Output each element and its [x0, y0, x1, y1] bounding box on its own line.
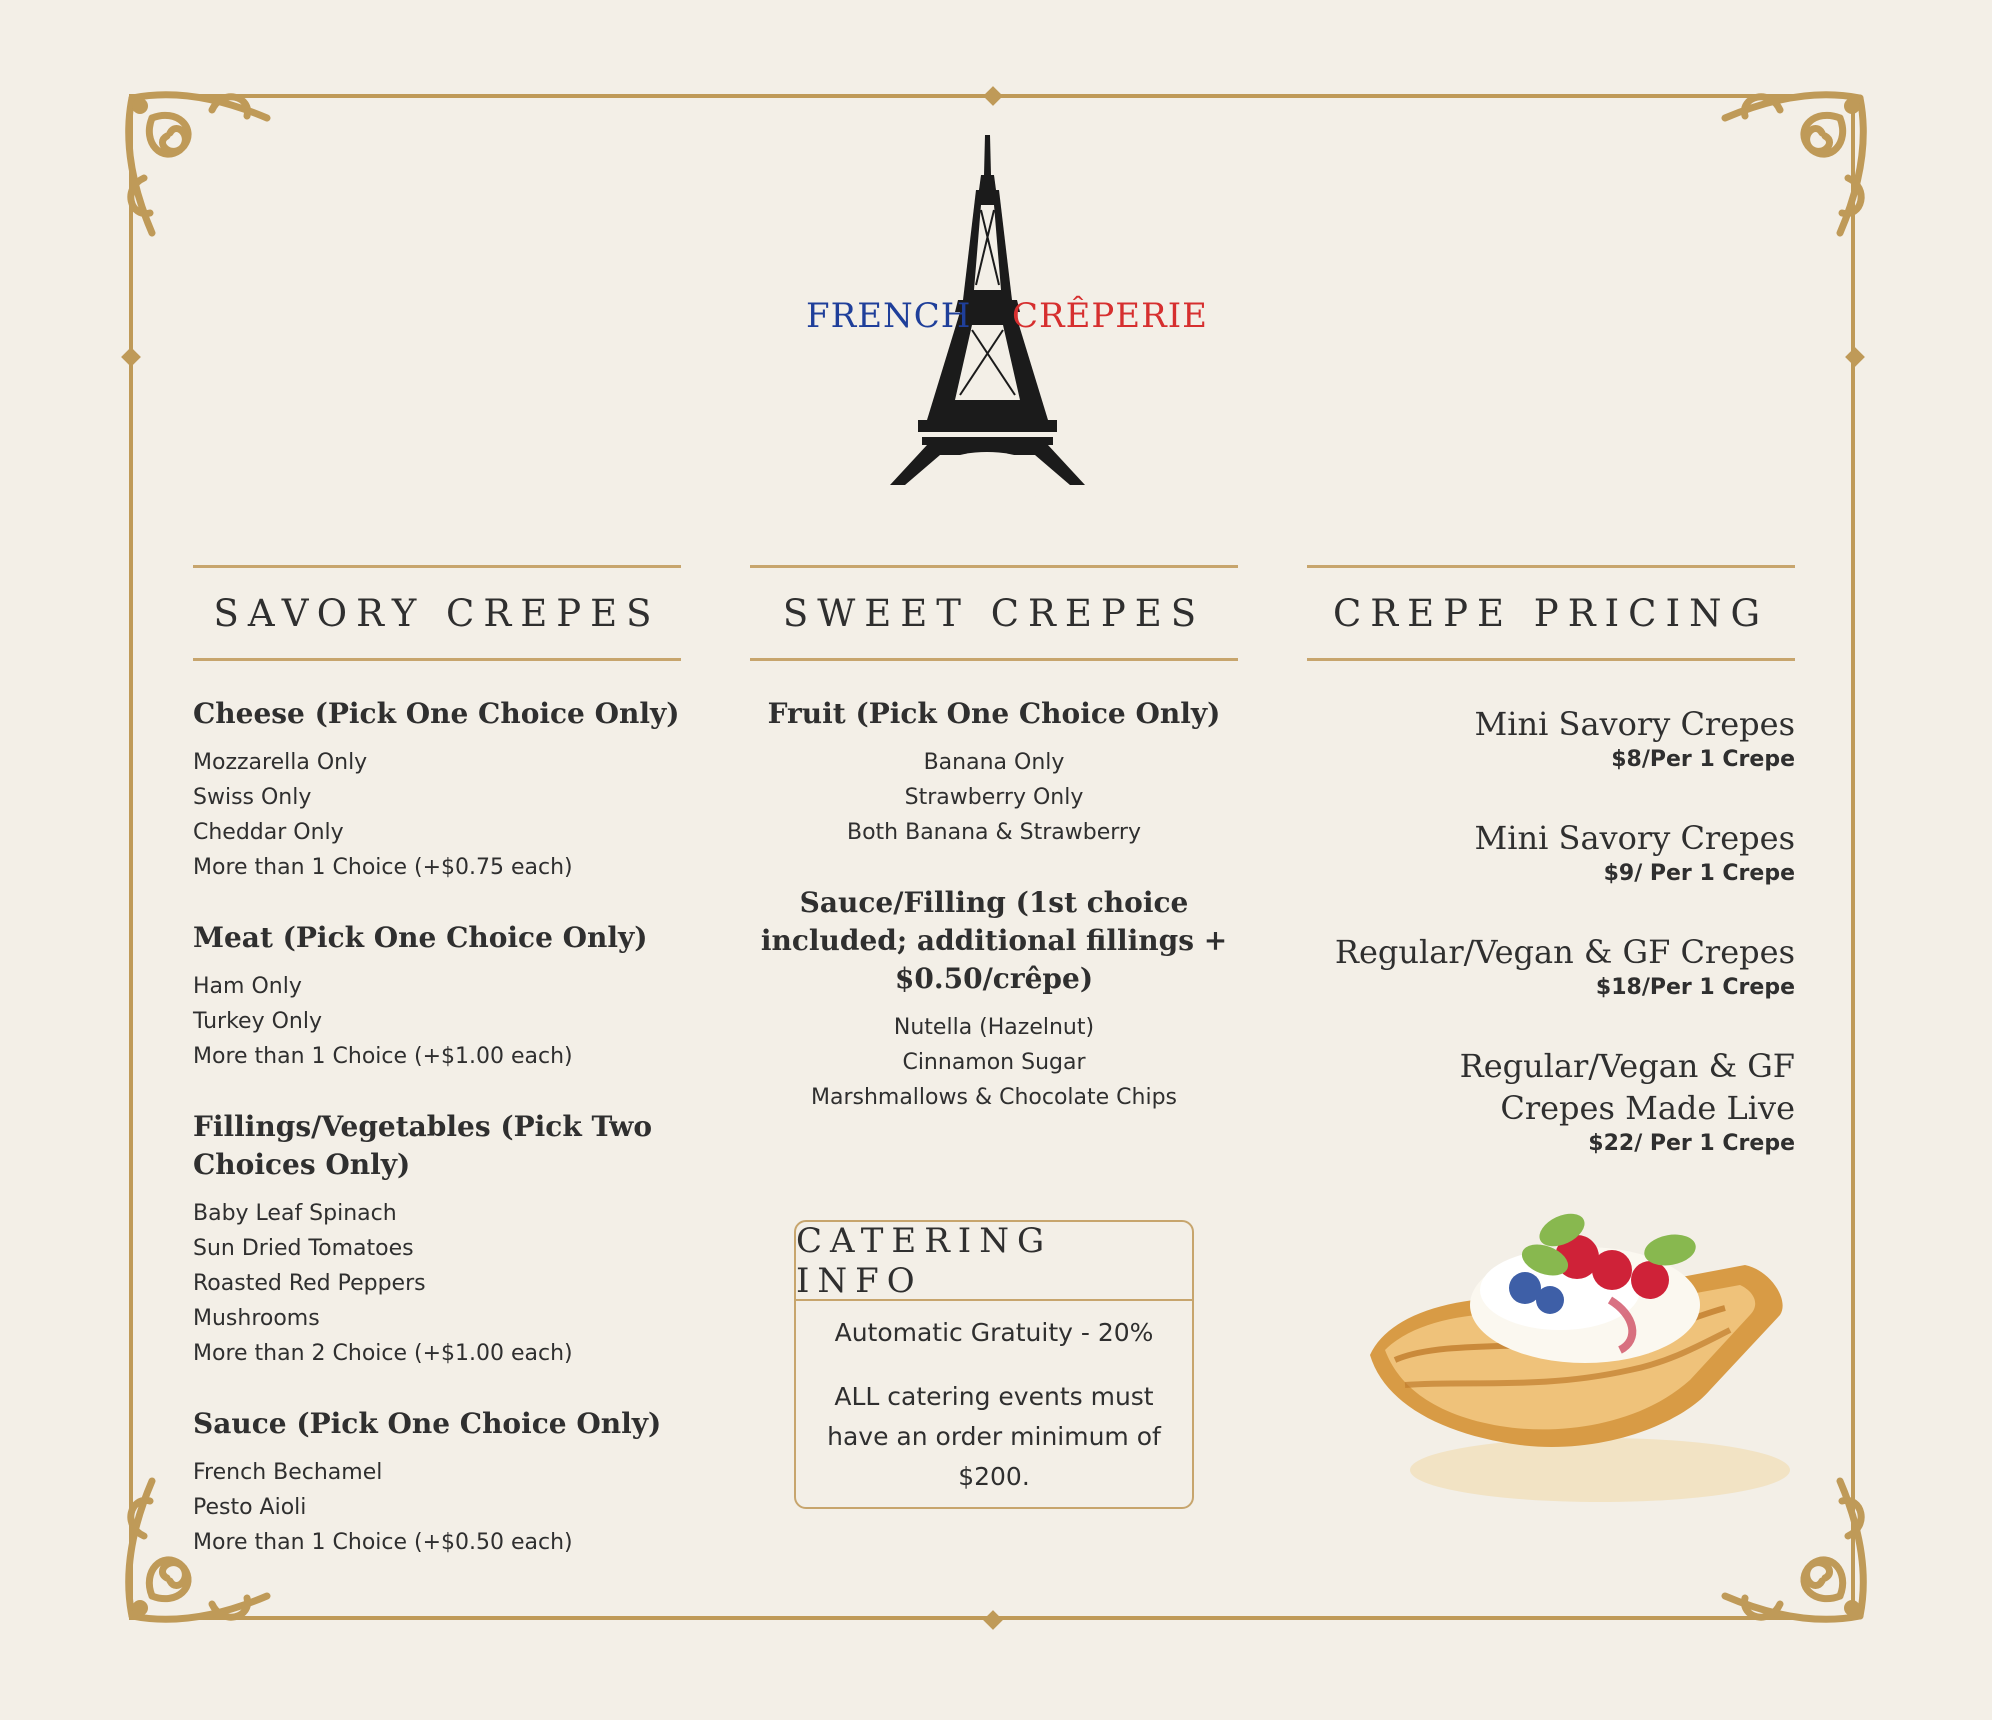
price-item-price: $18/Per 1 Crepe	[1595, 975, 1795, 1000]
list-item: Turkey Only	[193, 1009, 322, 1034]
cheese-group	[193, 695, 681, 885]
catering-minimum: ALL catering events must have an order minimum of $200.	[827, 1382, 1161, 1491]
pricing-heading: CREPE PRICING	[1307, 565, 1795, 661]
list-item: Banana Only	[923, 750, 1065, 775]
crepe-illustration-icon	[1350, 1190, 1820, 1520]
ornament-corner-icon	[122, 88, 282, 248]
list-item: More than 1 Choice (+$0.75 each)	[193, 855, 573, 880]
price-item	[1307, 817, 1795, 889]
list-item: More than 1 Choice (+$0.50 each)	[193, 1530, 573, 1555]
group-title: Fillings/Vegetables (Pick Two Choices Only)	[193, 1110, 653, 1181]
sweet-heading: SWEET CREPES	[750, 565, 1238, 661]
list-item: French Bechamel	[193, 1460, 383, 1485]
group-title: Cheese (Pick One Choice Only)	[193, 697, 680, 730]
catering-gratuity: Automatic Gratuity - 20%	[834, 1318, 1154, 1347]
sauce-filling-group	[750, 884, 1238, 1115]
list-item: Mushrooms	[193, 1306, 320, 1331]
list-item: Both Banana & Strawberry	[846, 820, 1141, 845]
brand-name-right: CRÊPERIE	[1012, 296, 1208, 336]
list-item: Pesto Aioli	[193, 1495, 307, 1520]
list-item: Marshmallows & Chocolate Chips	[810, 1085, 1178, 1110]
list-item: Cheddar Only	[193, 820, 344, 845]
price-item-name: Regular/Vegan & GF Crepes	[1334, 933, 1795, 971]
price-item-price: $8/Per 1 Crepe	[1611, 747, 1795, 772]
group-title: Sauce (Pick One Choice Only)	[193, 1407, 662, 1440]
list-item: Roasted Red Peppers	[193, 1271, 426, 1296]
list-item: Nutella (Hazelnut)	[893, 1015, 1095, 1040]
ornament-corner-icon	[1710, 88, 1870, 248]
price-item-name: Mini Savory Crepes	[1474, 705, 1795, 743]
list-item: Cinnamon Sugar	[902, 1050, 1086, 1075]
list-item: More than 1 Choice (+$1.00 each)	[193, 1044, 573, 1069]
list-item: Sun Dried Tomatoes	[193, 1236, 414, 1261]
crepe-pricing-section	[1307, 565, 1795, 1159]
list-item: Ham Only	[193, 974, 302, 999]
group-title: Meat (Pick One Choice Only)	[193, 921, 648, 954]
list-item: More than 2 Choice (+$1.00 each)	[193, 1341, 573, 1366]
catering-info-box	[794, 1220, 1194, 1509]
price-item	[1307, 703, 1795, 775]
list-item: Strawberry Only	[904, 785, 1084, 810]
price-item-name: Regular/Vegan & GF Crepes Made Live	[1459, 1047, 1795, 1127]
list-item: Baby Leaf Spinach	[193, 1201, 397, 1226]
group-title: Sauce/Filling (1st choice included; additional fillings + $0.50/crêpe)	[760, 886, 1228, 995]
price-item-price: $22/ Per 1 Crepe	[1588, 1131, 1795, 1156]
group-title: Fruit (Pick One Choice Only)	[767, 697, 1221, 730]
price-item	[1307, 1045, 1795, 1159]
price-item-name: Mini Savory Crepes	[1474, 819, 1795, 857]
catering-heading: CATERING INFO	[796, 1222, 1192, 1301]
sauce-group	[193, 1405, 681, 1560]
fillings-group	[193, 1108, 681, 1371]
savory-crepes-section	[193, 565, 681, 1560]
price-item	[1307, 931, 1795, 1003]
sweet-crepes-section	[750, 565, 1238, 1115]
brand-name-left: FRENCH	[806, 296, 972, 336]
fruit-group	[750, 695, 1238, 850]
savory-heading: SAVORY CREPES	[193, 565, 681, 661]
meat-group	[193, 919, 681, 1074]
list-item: Swiss Only	[193, 785, 312, 810]
price-item-price: $9/ Per 1 Crepe	[1603, 861, 1795, 886]
list-item: Mozzarella Only	[193, 750, 368, 775]
